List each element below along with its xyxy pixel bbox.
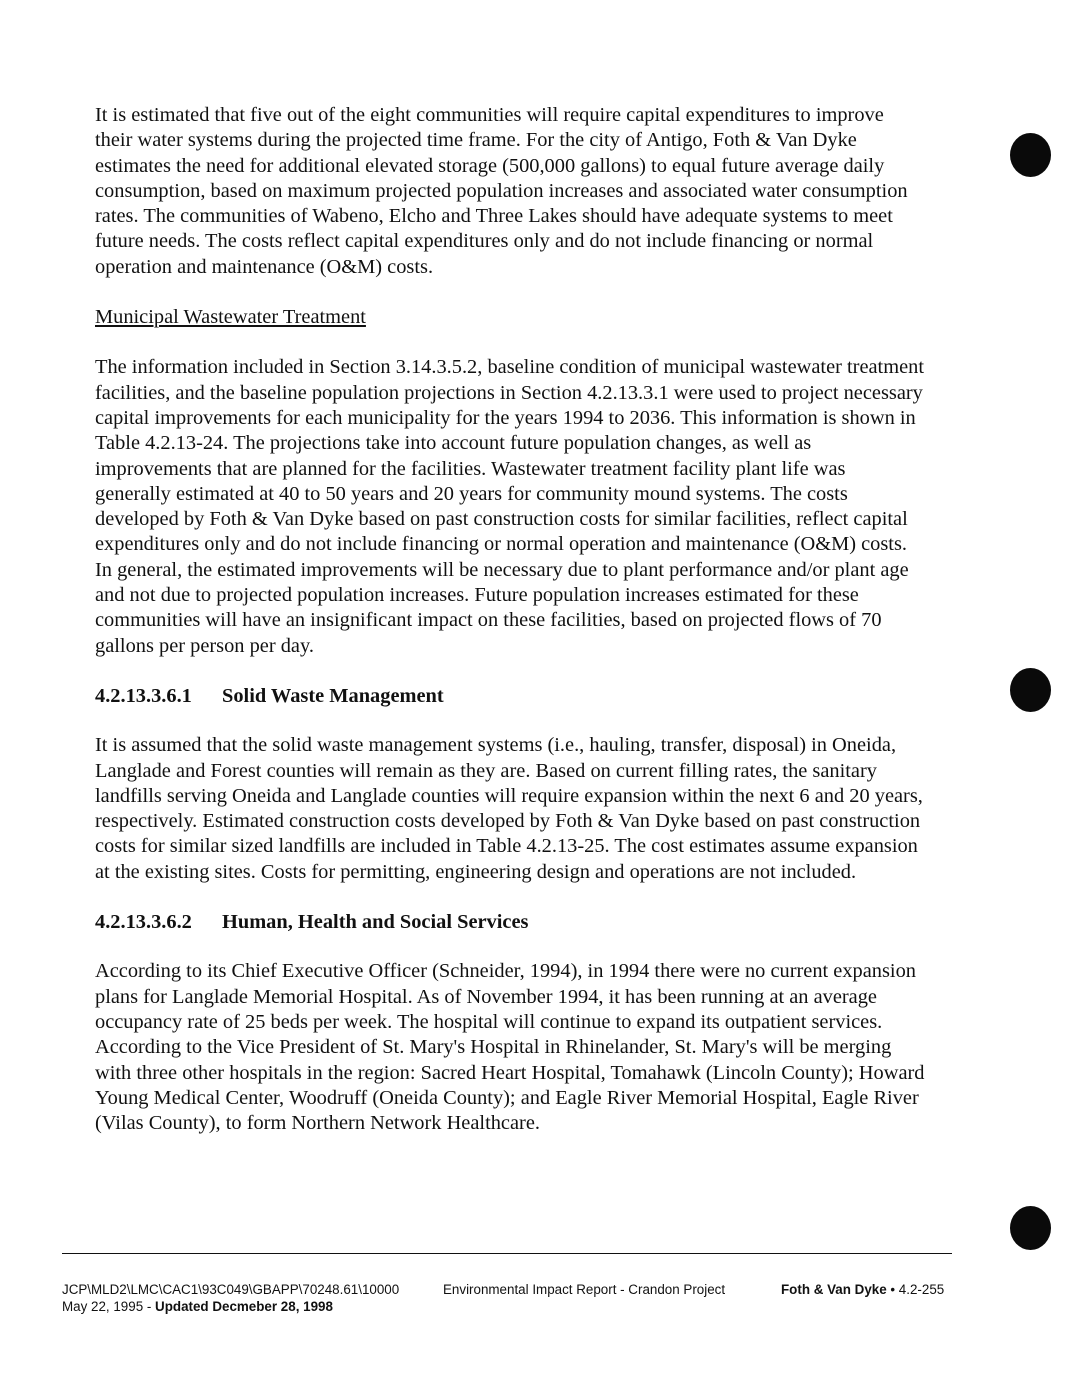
footer-divider [62,1253,952,1254]
margin-bullet-mark [1010,133,1051,177]
section-title: Solid Waste Management [222,684,444,707]
margin-bullet-mark [1010,668,1051,712]
solid-waste-heading [95,684,925,709]
water-systems-paragraph: It is estimated that five out of the eight communities will require capital expenditures to improve their water systems during the projected time frame. For the city of Antigo, Foth & Van Dyke estimates the need for additional elevated storage (500,000 gallons) to equal future average daily consumption, based on maximum projected population increases and associated water consumption rates. The communities of Wabeno, Elcho and Three Lakes should have adequate systems to meet future needs. The costs reflect capital expenditures only and do not include financing or normal operation and maintenance (O&M) costs. [95,104,908,278]
footer-page-number: • 4.2-255 [886,1282,945,1297]
human-services-paragraph: According to its Chief Executive Officer (Schneider, 1994), in 1994 there were no current expansion plans for Langlade Memorial Hospital. As of November 1994, it has been running at an average occupancy rate of 25 beds per week. The hospital will continue to expand its outpatient services. According to the Vice President of St. Mary's Hospital in Rhinelander, St. Mary's will be merging with three other hospitals in the region: Sacred Heart Hospital, Tomahawk (Lincoln County); Howard Young Medical Center, Woodruff (Oneida County); and Eagle River Memorial Hospital, Eagle River (Vilas County), to form Northern Network Healthcare. [95,960,925,1135]
footer-file-path: JCP\MLD2\LMC\CAC1\93C049\GBAPP\70248.61\10000 [62,1282,400,1297]
margin-bullet-mark [1010,1206,1051,1250]
section-number: 4.2.13.3.6.2 [95,911,192,934]
footer-firm: Foth & Van Dyke [781,1282,887,1297]
page-body [95,103,925,1136]
wastewater-subheading: Municipal Wastewater Treatment [95,306,366,329]
human-services-heading [95,910,925,935]
footer-page-info [781,1281,944,1298]
section-number: 4.2.13.3.6.1 [95,684,192,707]
section-title: Human, Health and Social Services [222,911,529,934]
footer-original-date: May 22, 1995 - [62,1299,156,1314]
footer-file-info [62,1281,399,1315]
solid-waste-paragraph: It is assumed that the solid waste management systems (i.e., hauling, transfer, disposal) in Oneida, Langlade and Forest counties will remain as they are. Based on current filling rates, the sanitary landfills serving Oneida and Langlade counties will require expansion within the next 6 and 20 years, respectively. Estimated construction costs developed by Foth & Van Dyke based on past construction costs for similar sized landfills are included in Table 4.2.13-25. The cost estimates assume expansion at the existing sites. Costs for permitting, engineering design and operations are not included. [95,734,923,883]
footer-report-title: Environmental Impact Report - Crandon Project [443,1282,726,1297]
footer-updated-date: Updated Decmeber 28, 1998 [155,1299,333,1314]
footer-dates [62,1298,399,1315]
wastewater-paragraph: The information included in Section 3.14.3.5.2, baseline condition of municipal wastewater treatment facilities, and the baseline population projections in Section 4.2.13.3.1 were used to project necessary capital improvements for each municipality for the years 1994 to 2036. This information is shown in Table 4.2.13-24. The projections take into account future population changes, as well as improvements that are planned for the facilities. Wastewater treatment facility plant life was generally estimated at 40 to 50 years and 20 years for community mound systems. The costs developed by Foth & Van Dyke based on past construction costs for similar facilities, reflect capital expenditures only and do not include financing or normal operation and maintenance (O&M) costs. In general, the estimated improvements will be necessary due to plant performance and/or plant age and not due to projected population increases. Future population increases estimated for these communities will have an insignificant impact on these facilities, based on projected flows of 70 gallons per person per day. [95,356,924,657]
